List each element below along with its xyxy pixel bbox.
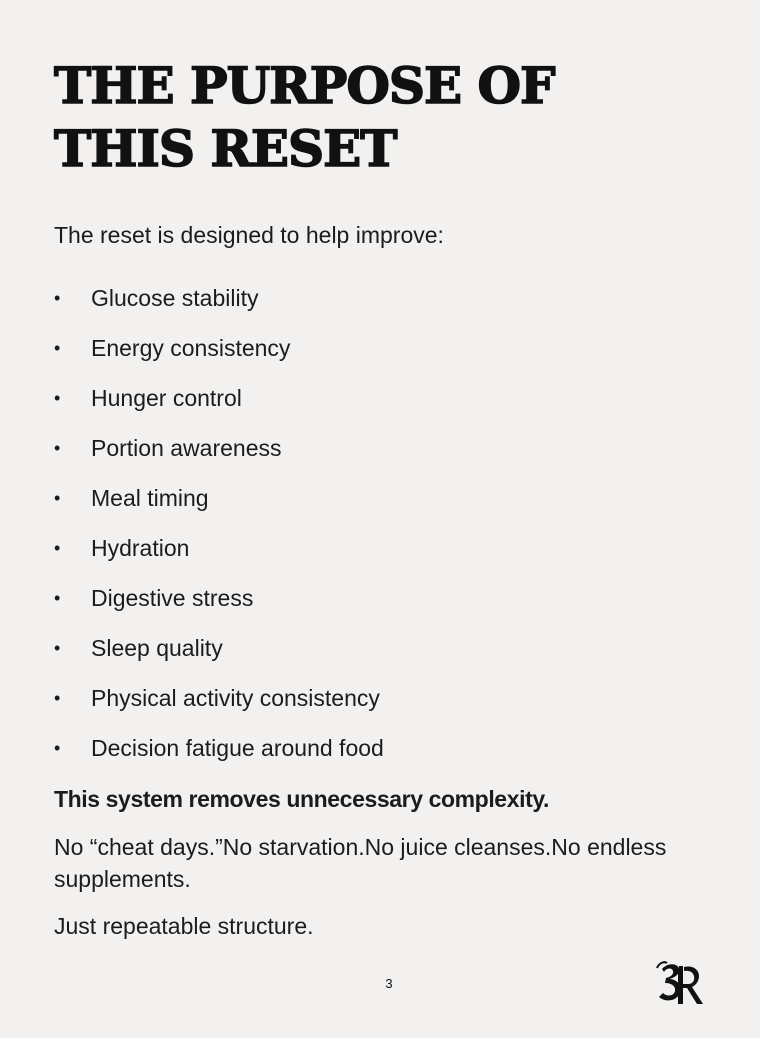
list-item-label: Sleep quality xyxy=(91,635,223,661)
list-item xyxy=(54,534,704,562)
list-item-label: Glucose stability xyxy=(91,285,259,311)
bullet-icon: • xyxy=(54,588,61,608)
list-item-label: Meal timing xyxy=(91,485,209,511)
page-number: 3 xyxy=(385,976,393,991)
body-paragraph: No “cheat days.”No starvation.No juice cleanses.No endless supplements. xyxy=(54,834,667,892)
bullet-icon: • xyxy=(54,438,61,458)
list-item xyxy=(54,334,704,362)
list-item-label: Decision fatigue around food xyxy=(91,735,384,761)
bullet-icon: • xyxy=(54,388,61,408)
list-item xyxy=(54,434,704,462)
list-item-label: Energy consistency xyxy=(91,335,291,361)
bullet-icon: • xyxy=(54,738,61,758)
list-item xyxy=(54,484,704,512)
list-item-label: Portion awareness xyxy=(91,435,282,461)
bullet-icon: • xyxy=(54,488,61,508)
list-item-label: Digestive stress xyxy=(91,585,254,611)
page-content xyxy=(54,54,704,941)
list-item xyxy=(54,634,704,662)
list-item-label: Physical activity consistency xyxy=(91,685,380,711)
list-item xyxy=(54,284,704,312)
closing-text: Just repeatable structure. xyxy=(54,913,314,939)
page-title: THE PURPOSE OF THIS RESET xyxy=(54,56,555,178)
list-item xyxy=(54,384,704,412)
bullet-icon: • xyxy=(54,288,61,308)
bullet-icon: • xyxy=(54,638,61,658)
emphasis-text: This system removes unnecessary complexity. xyxy=(54,786,550,812)
bullet-icon: • xyxy=(54,338,61,358)
intro-text: The reset is designed to help improve: xyxy=(54,222,444,248)
list-item-label: Hunger control xyxy=(91,385,242,411)
list-item xyxy=(54,584,704,612)
list-item-label: Hydration xyxy=(91,535,190,561)
bullet-icon: • xyxy=(54,688,61,708)
improvement-list xyxy=(54,284,704,762)
list-item xyxy=(54,684,704,712)
brand-logo-icon xyxy=(655,960,707,1010)
bullet-icon: • xyxy=(54,538,61,558)
list-item xyxy=(54,734,704,762)
